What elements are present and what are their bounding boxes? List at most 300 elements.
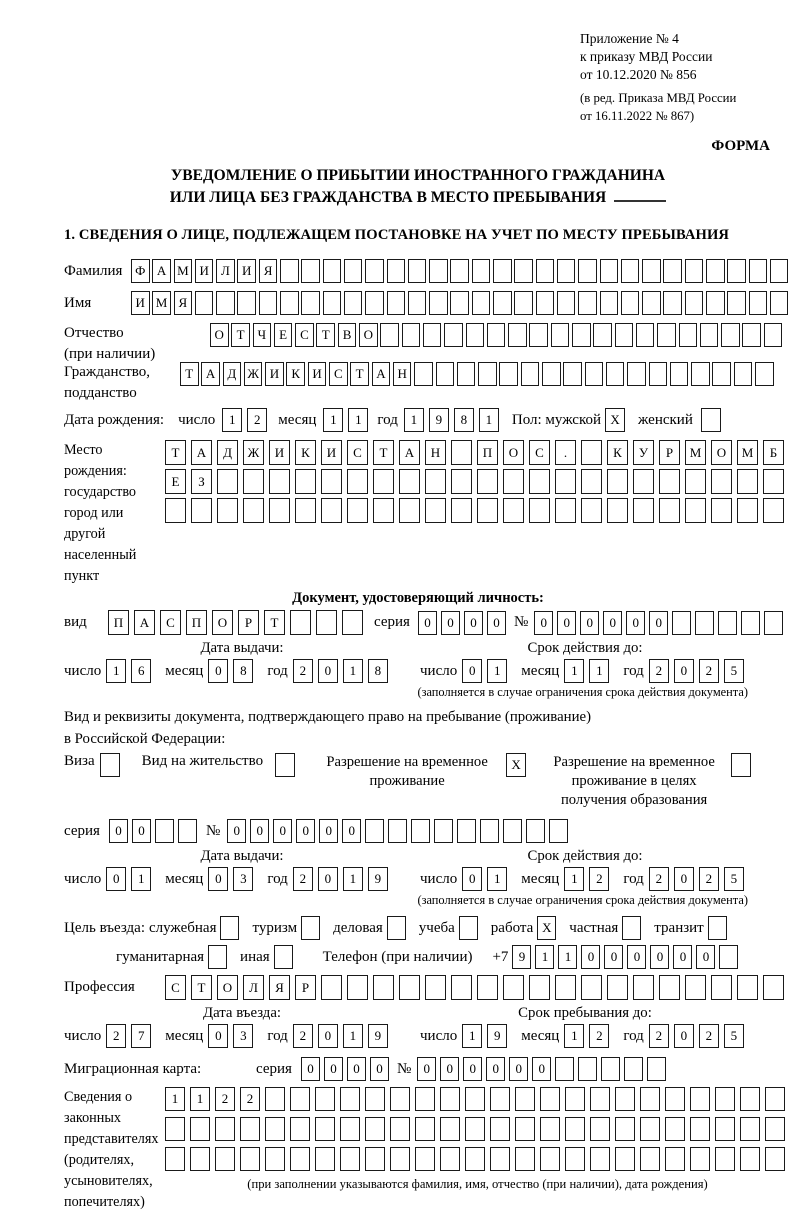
char-cell[interactable]: [765, 1087, 785, 1111]
char-cell[interactable]: [633, 498, 654, 523]
char-cell[interactable]: [690, 1117, 710, 1141]
char-cell[interactable]: [340, 1117, 360, 1141]
char-cell[interactable]: О: [217, 975, 238, 1000]
doc-valid-day-cells[interactable]: [462, 659, 512, 683]
char-cell[interactable]: [540, 1147, 560, 1171]
purpose-tourism-checkbox[interactable]: [301, 916, 324, 940]
char-cell[interactable]: 1: [343, 867, 363, 891]
char-cell[interactable]: [215, 1147, 235, 1171]
char-cell[interactable]: 2: [293, 867, 313, 891]
char-cell[interactable]: [399, 498, 420, 523]
char-cell[interactable]: И: [131, 291, 150, 315]
char-cell[interactable]: [387, 259, 406, 283]
char-cell[interactable]: [503, 498, 524, 523]
char-cell[interactable]: 1: [589, 659, 609, 683]
char-cell[interactable]: 0: [581, 945, 600, 969]
char-cell[interactable]: Е: [274, 323, 293, 347]
char-cell[interactable]: И: [308, 362, 327, 386]
char-cell[interactable]: [340, 1087, 360, 1111]
char-cell[interactable]: [301, 291, 320, 315]
char-cell[interactable]: Ч: [253, 323, 272, 347]
char-cell[interactable]: [411, 819, 430, 843]
char-cell[interactable]: [514, 291, 533, 315]
char-cell[interactable]: А: [201, 362, 220, 386]
char-cell[interactable]: 1: [348, 408, 368, 432]
phone-cells[interactable]: [512, 945, 742, 969]
char-cell[interactable]: [659, 498, 680, 523]
char-cell[interactable]: [340, 1147, 360, 1171]
patronymic-cells[interactable]: [210, 323, 785, 347]
char-cell[interactable]: [380, 323, 399, 347]
char-cell[interactable]: [450, 259, 469, 283]
char-cell[interactable]: [216, 291, 235, 315]
char-cell[interactable]: П: [108, 610, 129, 635]
char-cell[interactable]: [749, 259, 768, 283]
char-cell[interactable]: [301, 259, 320, 283]
char-cell[interactable]: [607, 469, 628, 494]
char-cell[interactable]: [536, 291, 555, 315]
char-cell[interactable]: Д: [217, 440, 238, 465]
char-cell[interactable]: [190, 1147, 210, 1171]
char-cell[interactable]: [515, 1147, 535, 1171]
doc-valid-month-cells[interactable]: [564, 659, 614, 683]
char-cell[interactable]: Т: [231, 323, 250, 347]
char-cell[interactable]: И: [269, 440, 290, 465]
char-cell[interactable]: 9: [429, 408, 449, 432]
char-cell[interactable]: А: [152, 259, 171, 283]
char-cell[interactable]: [178, 819, 197, 843]
char-cell[interactable]: [657, 323, 676, 347]
char-cell[interactable]: [459, 916, 478, 940]
char-cell[interactable]: [399, 975, 420, 1000]
char-cell[interactable]: 0: [319, 819, 338, 843]
char-cell[interactable]: [529, 975, 550, 1000]
char-cell[interactable]: [600, 259, 619, 283]
char-cell[interactable]: 1: [479, 408, 499, 432]
char-cell[interactable]: [323, 291, 342, 315]
char-cell[interactable]: [390, 1087, 410, 1111]
purpose-humanitarian-checkbox[interactable]: [208, 945, 231, 969]
char-cell[interactable]: [269, 498, 290, 523]
char-cell[interactable]: [763, 469, 784, 494]
char-cell[interactable]: 9: [368, 1024, 388, 1048]
char-cell[interactable]: Т: [350, 362, 369, 386]
char-cell[interactable]: 1: [106, 659, 126, 683]
char-cell[interactable]: 1: [190, 1087, 210, 1111]
char-cell[interactable]: [770, 259, 789, 283]
char-cell[interactable]: [444, 323, 463, 347]
char-cell[interactable]: [429, 259, 448, 283]
char-cell[interactable]: [557, 259, 576, 283]
char-cell[interactable]: Я: [174, 291, 193, 315]
char-cell[interactable]: [633, 469, 654, 494]
char-cell[interactable]: А: [399, 440, 420, 465]
char-cell[interactable]: [301, 916, 320, 940]
purpose-private-checkbox[interactable]: [622, 916, 645, 940]
char-cell[interactable]: .: [555, 440, 576, 465]
char-cell[interactable]: [423, 323, 442, 347]
doc-valid-year-cells[interactable]: [649, 659, 749, 683]
char-cell[interactable]: [515, 1117, 535, 1141]
char-cell[interactable]: 0: [296, 819, 315, 843]
char-cell[interactable]: 1: [564, 659, 584, 683]
char-cell[interactable]: 1: [343, 1024, 363, 1048]
char-cell[interactable]: 1: [323, 408, 343, 432]
char-cell[interactable]: 0: [650, 945, 669, 969]
char-cell[interactable]: С: [347, 440, 368, 465]
char-cell[interactable]: Ф: [131, 259, 150, 283]
char-cell[interactable]: [749, 291, 768, 315]
char-cell[interactable]: [451, 469, 472, 494]
char-cell[interactable]: [259, 291, 278, 315]
char-cell[interactable]: К: [607, 440, 628, 465]
char-cell[interactable]: [493, 259, 512, 283]
legal-reps-cells-row2[interactable]: [165, 1117, 790, 1141]
char-cell[interactable]: [450, 291, 469, 315]
char-cell[interactable]: [315, 1117, 335, 1141]
char-cell[interactable]: [477, 975, 498, 1000]
char-cell[interactable]: [715, 1087, 735, 1111]
char-cell[interactable]: [624, 1057, 643, 1081]
char-cell[interactable]: [347, 975, 368, 1000]
char-cell[interactable]: Т: [316, 323, 335, 347]
char-cell[interactable]: [764, 611, 783, 635]
char-cell[interactable]: [316, 610, 337, 635]
char-cell[interactable]: [621, 259, 640, 283]
char-cell[interactable]: 0: [627, 945, 646, 969]
char-cell[interactable]: [755, 362, 774, 386]
char-cell[interactable]: [490, 1117, 510, 1141]
char-cell[interactable]: [490, 1087, 510, 1111]
res-series-cells[interactable]: [109, 819, 201, 843]
char-cell[interactable]: [665, 1117, 685, 1141]
char-cell[interactable]: Р: [238, 610, 259, 635]
char-cell[interactable]: [408, 291, 427, 315]
char-cell[interactable]: 1: [222, 408, 242, 432]
char-cell[interactable]: [503, 469, 524, 494]
char-cell[interactable]: 0: [208, 867, 228, 891]
char-cell[interactable]: Д: [223, 362, 242, 386]
doc-number-cells[interactable]: [534, 611, 787, 635]
char-cell[interactable]: [715, 1117, 735, 1141]
char-cell[interactable]: [165, 1117, 185, 1141]
char-cell[interactable]: [578, 259, 597, 283]
char-cell[interactable]: 0: [696, 945, 715, 969]
char-cell[interactable]: [731, 753, 751, 777]
char-cell[interactable]: [540, 1087, 560, 1111]
purpose-work-checkbox[interactable]: [537, 916, 560, 940]
char-cell[interactable]: [280, 259, 299, 283]
res-issue-month-cells[interactable]: [208, 867, 258, 891]
char-cell[interactable]: 9: [368, 867, 388, 891]
char-cell[interactable]: [190, 1117, 210, 1141]
char-cell[interactable]: 0: [603, 611, 622, 635]
char-cell[interactable]: [487, 323, 506, 347]
char-cell[interactable]: [663, 259, 682, 283]
char-cell[interactable]: [373, 498, 394, 523]
char-cell[interactable]: [640, 1147, 660, 1171]
char-cell[interactable]: 9: [512, 945, 531, 969]
char-cell[interactable]: [740, 1117, 760, 1141]
char-cell[interactable]: [711, 975, 732, 1000]
char-cell[interactable]: [347, 498, 368, 523]
char-cell[interactable]: 6: [131, 659, 151, 683]
char-cell[interactable]: [649, 362, 668, 386]
char-cell[interactable]: Т: [264, 610, 285, 635]
char-cell[interactable]: [321, 975, 342, 1000]
char-cell[interactable]: [685, 259, 704, 283]
char-cell[interactable]: [593, 323, 612, 347]
char-cell[interactable]: С: [160, 610, 181, 635]
char-cell[interactable]: [711, 498, 732, 523]
char-cell[interactable]: [718, 611, 737, 635]
char-cell[interactable]: 0: [534, 611, 553, 635]
char-cell[interactable]: [578, 291, 597, 315]
char-cell[interactable]: [220, 916, 239, 940]
char-cell[interactable]: [344, 259, 363, 283]
char-cell[interactable]: И: [265, 362, 284, 386]
char-cell[interactable]: 0: [318, 867, 338, 891]
char-cell[interactable]: [526, 819, 545, 843]
char-cell[interactable]: 2: [699, 1024, 719, 1048]
char-cell[interactable]: [342, 610, 363, 635]
char-cell[interactable]: 8: [368, 659, 388, 683]
char-cell[interactable]: [607, 498, 628, 523]
char-cell[interactable]: [770, 291, 789, 315]
char-cell[interactable]: [727, 291, 746, 315]
char-cell[interactable]: Н: [425, 440, 446, 465]
char-cell[interactable]: 2: [649, 867, 669, 891]
char-cell[interactable]: [659, 469, 680, 494]
char-cell[interactable]: 0: [208, 659, 228, 683]
char-cell[interactable]: [365, 291, 384, 315]
temp-residence-edu-checkbox[interactable]: [731, 753, 756, 777]
char-cell[interactable]: [436, 362, 455, 386]
char-cell[interactable]: [290, 1117, 310, 1141]
char-cell[interactable]: 7: [131, 1024, 151, 1048]
char-cell[interactable]: [425, 975, 446, 1000]
char-cell[interactable]: [503, 819, 522, 843]
char-cell[interactable]: [440, 1117, 460, 1141]
char-cell[interactable]: [685, 975, 706, 1000]
char-cell[interactable]: В: [338, 323, 357, 347]
char-cell[interactable]: [465, 1117, 485, 1141]
char-cell[interactable]: [315, 1087, 335, 1111]
char-cell[interactable]: [402, 323, 421, 347]
legal-reps-cells-row1[interactable]: [165, 1087, 790, 1111]
char-cell[interactable]: [542, 362, 561, 386]
char-cell[interactable]: 1: [487, 659, 507, 683]
char-cell[interactable]: О: [212, 610, 233, 635]
char-cell[interactable]: [572, 323, 591, 347]
char-cell[interactable]: [415, 1087, 435, 1111]
char-cell[interactable]: [685, 469, 706, 494]
char-cell[interactable]: 0: [674, 1024, 694, 1048]
char-cell[interactable]: 1: [131, 867, 151, 891]
char-cell[interactable]: [679, 323, 698, 347]
char-cell[interactable]: М: [685, 440, 706, 465]
char-cell[interactable]: [622, 916, 641, 940]
char-cell[interactable]: А: [191, 440, 212, 465]
mig-series-cells[interactable]: [301, 1057, 393, 1081]
char-cell[interactable]: 5: [724, 867, 744, 891]
char-cell[interactable]: [321, 498, 342, 523]
char-cell[interactable]: [647, 1057, 666, 1081]
char-cell[interactable]: 0: [674, 659, 694, 683]
char-cell[interactable]: [719, 945, 738, 969]
char-cell[interactable]: 3: [233, 1024, 253, 1048]
char-cell[interactable]: 0: [462, 867, 482, 891]
char-cell[interactable]: [490, 1147, 510, 1171]
char-cell[interactable]: [555, 975, 576, 1000]
char-cell[interactable]: Т: [165, 440, 186, 465]
char-cell[interactable]: 0: [342, 819, 361, 843]
char-cell[interactable]: 0: [132, 819, 151, 843]
char-cell[interactable]: [601, 1057, 620, 1081]
char-cell[interactable]: [565, 1117, 585, 1141]
char-cell[interactable]: Л: [243, 975, 264, 1000]
char-cell[interactable]: [672, 611, 691, 635]
char-cell[interactable]: [388, 819, 407, 843]
char-cell[interactable]: [557, 291, 576, 315]
char-cell[interactable]: И: [321, 440, 342, 465]
char-cell[interactable]: 8: [454, 408, 474, 432]
char-cell[interactable]: Е: [165, 469, 186, 494]
char-cell[interactable]: [508, 323, 527, 347]
char-cell[interactable]: [347, 469, 368, 494]
citizenship-cells[interactable]: [180, 362, 776, 386]
char-cell[interactable]: 2: [106, 1024, 126, 1048]
char-cell[interactable]: [457, 819, 476, 843]
temp-residence-checkbox[interactable]: [506, 753, 531, 777]
char-cell[interactable]: 2: [215, 1087, 235, 1111]
char-cell[interactable]: [100, 753, 120, 777]
char-cell[interactable]: Т: [373, 440, 394, 465]
char-cell[interactable]: [715, 1147, 735, 1171]
char-cell[interactable]: [466, 323, 485, 347]
char-cell[interactable]: Я: [269, 975, 290, 1000]
char-cell[interactable]: [765, 1117, 785, 1141]
char-cell[interactable]: [217, 498, 238, 523]
char-cell[interactable]: [274, 945, 293, 969]
char-cell[interactable]: [690, 1147, 710, 1171]
char-cell[interactable]: X: [506, 753, 526, 777]
char-cell[interactable]: [636, 323, 655, 347]
char-cell[interactable]: А: [372, 362, 391, 386]
purpose-transit-checkbox[interactable]: [708, 916, 731, 940]
char-cell[interactable]: К: [286, 362, 305, 386]
char-cell[interactable]: [215, 1117, 235, 1141]
char-cell[interactable]: [706, 259, 725, 283]
char-cell[interactable]: О: [503, 440, 524, 465]
given-name-cells[interactable]: [131, 291, 791, 315]
res-number-cells[interactable]: [227, 819, 572, 843]
char-cell[interactable]: [734, 362, 753, 386]
char-cell[interactable]: 0: [462, 659, 482, 683]
char-cell[interactable]: Ж: [243, 440, 264, 465]
entry-month-cells[interactable]: [208, 1024, 258, 1048]
birth-month-cells[interactable]: [323, 408, 373, 432]
stay-day-cells[interactable]: [462, 1024, 512, 1048]
doc-issue-month-cells[interactable]: [208, 659, 258, 683]
doc-series-cells[interactable]: [418, 611, 510, 635]
char-cell[interactable]: [155, 819, 174, 843]
char-cell[interactable]: [621, 291, 640, 315]
char-cell[interactable]: 0: [301, 1057, 320, 1081]
char-cell[interactable]: [665, 1147, 685, 1171]
char-cell[interactable]: 0: [440, 1057, 459, 1081]
char-cell[interactable]: 2: [699, 659, 719, 683]
char-cell[interactable]: 8: [233, 659, 253, 683]
char-cell[interactable]: [565, 1147, 585, 1171]
char-cell[interactable]: О: [711, 440, 732, 465]
char-cell[interactable]: [737, 498, 758, 523]
char-cell[interactable]: С: [529, 440, 550, 465]
char-cell[interactable]: [529, 469, 550, 494]
char-cell[interactable]: 0: [532, 1057, 551, 1081]
char-cell[interactable]: [365, 1147, 385, 1171]
birth-year-cells[interactable]: [404, 408, 504, 432]
char-cell[interactable]: [493, 291, 512, 315]
char-cell[interactable]: [165, 1147, 185, 1171]
char-cell[interactable]: [365, 819, 384, 843]
char-cell[interactable]: [642, 259, 661, 283]
char-cell[interactable]: И: [195, 259, 214, 283]
char-cell[interactable]: 3: [233, 867, 253, 891]
res-valid-year-cells[interactable]: [649, 867, 749, 891]
char-cell[interactable]: Р: [659, 440, 680, 465]
char-cell[interactable]: Т: [191, 975, 212, 1000]
res-valid-month-cells[interactable]: [564, 867, 614, 891]
char-cell[interactable]: [590, 1147, 610, 1171]
char-cell[interactable]: 1: [535, 945, 554, 969]
char-cell[interactable]: [663, 291, 682, 315]
char-cell[interactable]: [590, 1087, 610, 1111]
char-cell[interactable]: [690, 1087, 710, 1111]
char-cell[interactable]: [581, 498, 602, 523]
char-cell[interactable]: 1: [558, 945, 577, 969]
char-cell[interactable]: [763, 498, 784, 523]
char-cell[interactable]: [670, 362, 689, 386]
char-cell[interactable]: [685, 291, 704, 315]
visa-checkbox[interactable]: [100, 753, 125, 777]
char-cell[interactable]: [708, 916, 727, 940]
char-cell[interactable]: [477, 469, 498, 494]
char-cell[interactable]: 0: [318, 1024, 338, 1048]
char-cell[interactable]: [217, 469, 238, 494]
sex-female-checkbox[interactable]: [701, 408, 726, 432]
char-cell[interactable]: 0: [509, 1057, 528, 1081]
char-cell[interactable]: 0: [487, 611, 506, 635]
char-cell[interactable]: 0: [417, 1057, 436, 1081]
char-cell[interactable]: [240, 1147, 260, 1171]
char-cell[interactable]: 2: [589, 867, 609, 891]
char-cell[interactable]: М: [737, 440, 758, 465]
char-cell[interactable]: [581, 440, 602, 465]
char-cell[interactable]: 0: [347, 1057, 366, 1081]
res-valid-day-cells[interactable]: [462, 867, 512, 891]
char-cell[interactable]: 1: [564, 1024, 584, 1048]
char-cell[interactable]: 0: [674, 867, 694, 891]
char-cell[interactable]: [701, 408, 721, 432]
char-cell[interactable]: [323, 259, 342, 283]
char-cell[interactable]: [208, 945, 227, 969]
char-cell[interactable]: [415, 1117, 435, 1141]
char-cell[interactable]: П: [477, 440, 498, 465]
char-cell[interactable]: [290, 610, 311, 635]
char-cell[interactable]: [365, 259, 384, 283]
char-cell[interactable]: 0: [441, 611, 460, 635]
